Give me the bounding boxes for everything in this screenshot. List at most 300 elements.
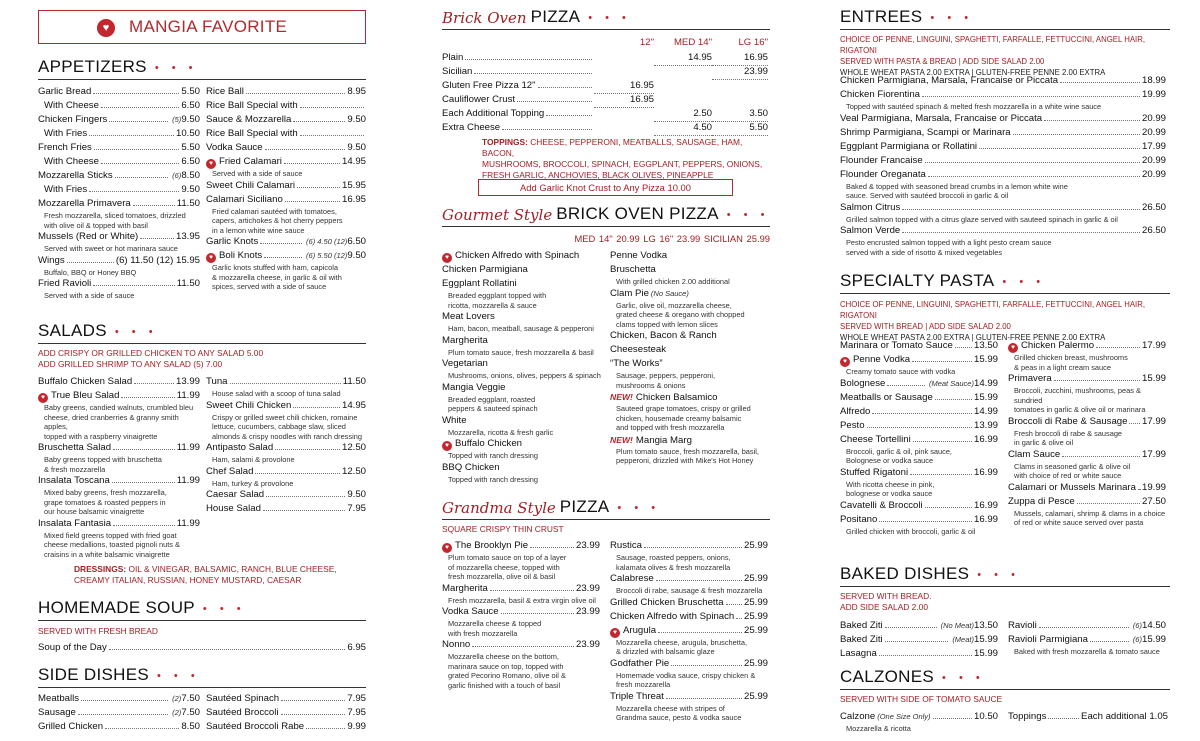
- item-price: 20.99: [1141, 112, 1166, 124]
- item-name: Rice Ball: [206, 86, 244, 97]
- item-name: Rustica: [610, 540, 642, 551]
- item-name: Buffalo Chicken Salad: [38, 376, 133, 387]
- item-name: Margherita: [442, 582, 488, 594]
- item-name: Bolognese: [840, 377, 886, 389]
- heart-icon: ♥: [1008, 343, 1018, 353]
- item-name: Pesto: [840, 419, 865, 431]
- item-name: Shrimp Parmigiana, Scampi or Marinara: [840, 126, 1011, 138]
- item-price: 9.50: [347, 114, 366, 125]
- menu-item-row: [1008, 415, 1166, 429]
- menu-item-row: [610, 657, 768, 671]
- item-description: Grilled chicken breast, mushrooms: [1014, 353, 1128, 362]
- item-price: 6.50: [181, 100, 200, 111]
- item-price: 15.99: [1141, 373, 1166, 384]
- menu-item-row: [206, 720, 366, 734]
- item-description: Mixed field greens topped with fried goat: [44, 530, 177, 540]
- menu-item-row: [610, 572, 768, 586]
- menu-item-row: [38, 389, 200, 403]
- item-price: 16.99: [973, 499, 998, 511]
- menu-item-row: [206, 99, 366, 113]
- item-description: Homemade vodka sauce, crispy chicken &: [616, 670, 756, 680]
- item-price: 7.95: [347, 707, 366, 718]
- item-name: Zuppa di Pesce: [1008, 495, 1075, 507]
- item-price: 5.50: [181, 142, 200, 153]
- item-description: Sausage, roasted peppers, onions,: [616, 553, 731, 562]
- menu-item-row: [840, 201, 1166, 215]
- gourmet-sizes: MED 14" 20.99 LG 16" 23.99 SICILIAN 25.99: [574, 233, 770, 244]
- item-name: Bruschetta: [610, 264, 656, 275]
- menu-item-row: [442, 638, 600, 652]
- menu-item-row: [442, 437, 606, 451]
- item-description: Grilled salmon topped with a citrus glaze served with sauteed spinach in garlic & oil: [846, 214, 1118, 224]
- item-description: Clams in seasoned garlic & olive oil: [1014, 461, 1131, 471]
- item-name: Chef Salad: [206, 465, 254, 477]
- item-description: Mozzarella cheese & topped: [448, 619, 542, 628]
- appetizers-header: APPETIZERS • • •: [38, 56, 366, 80]
- item-price: 27.50: [1141, 495, 1166, 507]
- item-name: Meat Lovers: [442, 311, 495, 322]
- item-name: Salmon Verde: [840, 225, 901, 236]
- item-name: Caesar Salad: [206, 489, 265, 500]
- grandma-right: [610, 539, 768, 723]
- soup-items: [38, 641, 366, 655]
- item-name: True Bleu Salad: [51, 390, 120, 401]
- item-price: 20.99: [1141, 154, 1166, 166]
- item-description: fresh mozzarella: [616, 680, 671, 689]
- heart-icon: ♥: [840, 357, 850, 367]
- heart-icon: ♥: [442, 441, 452, 451]
- item-qty: (6) 4.50 (12): [306, 237, 348, 246]
- menu-item-row: [206, 502, 366, 516]
- menu-item-row: [610, 287, 770, 301]
- heart-icon: ♥: [610, 628, 620, 638]
- item-qty: (Meat Sauce): [928, 378, 974, 388]
- item-name: Chicken Alfredo with Spinach: [610, 610, 735, 622]
- menu-item-row: [442, 121, 768, 135]
- item-price: 2.50: [654, 107, 712, 122]
- item-description: Ham, turkey & provolone: [212, 478, 294, 488]
- specialty-left: [840, 339, 998, 536]
- item-description: Pesto encrusted salmon topped with a light pesto cream sauce: [846, 238, 1052, 247]
- item-name: Mangia Marg: [635, 434, 692, 446]
- item-name: Rice Ball Special with: [206, 128, 298, 139]
- menu-item-row: [206, 692, 366, 706]
- item-name: Fried Calamari: [219, 156, 282, 167]
- gourmet-left: [442, 249, 606, 484]
- item-price: 13.95: [175, 231, 200, 242]
- item-name: Arugula: [623, 624, 657, 636]
- menu-item-row: [840, 112, 1166, 126]
- menu-item-row: [610, 433, 770, 447]
- item-name: Buffalo Chicken: [455, 438, 523, 449]
- item-description: With grilled chicken 2.00 additional: [616, 277, 730, 286]
- entrees-items: [840, 74, 1166, 257]
- menu-item-row: [840, 154, 1166, 168]
- item-description: Sauteed grape tomatoes, crispy or grilled: [616, 404, 751, 413]
- item-name: Chicken Parmigiana: [442, 264, 528, 275]
- item-description: Baby greens, candied walnuts, crumbled bleu: [44, 403, 194, 412]
- menu-item-row: [1008, 448, 1166, 462]
- menu-item-row: [206, 85, 366, 99]
- item-qty: (6): [1132, 635, 1142, 644]
- item-price: 9.50: [181, 114, 200, 125]
- item-name: Meatballs or Sausage: [840, 391, 933, 403]
- item-name: Rice Ball Special with: [206, 100, 298, 111]
- item-name: Vegetarian: [442, 358, 488, 369]
- item-name: Eggplant Rollatini: [442, 278, 517, 289]
- item-description: craisins in a white balsamic vinaigrette: [44, 549, 170, 559]
- item-qty: (6): [1132, 621, 1142, 630]
- item-name: Sautéed Broccoli: [206, 707, 279, 718]
- menu-item-row: [206, 488, 366, 502]
- item-description: Garlic knots stuffed with ham, capicola: [212, 263, 338, 272]
- calzones-header: CALZONES • • •: [840, 666, 1170, 690]
- item-price: 15.99: [1141, 634, 1166, 645]
- item-price: 16.95: [594, 79, 654, 94]
- item-description: grated Pecorino Romano, olive oil &: [448, 671, 566, 680]
- menu-item-row: [610, 390, 770, 404]
- item-description: bolognese or vodka sauce: [846, 489, 933, 498]
- heart-icon: ♥: [206, 159, 216, 169]
- item-name: Chicken Fiorentina: [840, 89, 920, 100]
- item-price: 10.50: [175, 128, 200, 139]
- grandma-note: SQUARE CRISPY THIN CRUST: [442, 524, 564, 534]
- menu-item-row: [38, 474, 200, 488]
- item-description: with olive oil & topped with basil: [44, 220, 148, 230]
- item-price: 7.50: [181, 693, 200, 704]
- item-price: 11.50: [176, 278, 200, 289]
- menu-item-row: [610, 343, 770, 357]
- heart-icon: ♥: [442, 253, 452, 263]
- item-description: pepperoni, drizzled with Mike's Hot Honey: [616, 456, 754, 465]
- brick-oven-items: [442, 51, 768, 135]
- item-description: Breaded eggplant topped with: [448, 291, 547, 300]
- menu-item-row: [442, 310, 606, 324]
- salads-header: SALADS • • •: [38, 320, 366, 344]
- menu-item-row: [840, 353, 998, 367]
- item-description: Topped with sautéed spinach & melted fresh mozzarella in a white wine sauce: [846, 102, 1102, 111]
- item-name: Sauce & Mozzarella: [206, 114, 292, 125]
- item-price: 3.50: [712, 107, 768, 122]
- item-name: Sautéed Spinach: [206, 693, 280, 704]
- item-description: Broccoli di rabe, sausage & fresh mozzarella: [616, 586, 763, 595]
- item-description: Mozzarella cheese with stripes of: [616, 703, 725, 713]
- item-description: Plum tomato sauce on top of a layer: [448, 553, 567, 562]
- menu-item-row: [840, 619, 998, 633]
- item-name: Each Additional Topping: [442, 108, 545, 119]
- menu-item-row: [442, 357, 606, 371]
- item-price: 11.99: [176, 517, 200, 529]
- item-name: Clam Sauce: [1008, 448, 1061, 460]
- item-price: 13.99: [973, 419, 998, 431]
- item-name: “The Works”: [610, 358, 663, 369]
- item-price: 14.99: [973, 377, 998, 389]
- item-description: Baked with fresh mozzarella & tomato sauce: [1014, 647, 1160, 656]
- menu-item-row: [38, 85, 200, 99]
- menu-item-row: [840, 126, 1166, 140]
- item-price: 7.50: [181, 707, 200, 718]
- item-name: Wings: [38, 254, 65, 266]
- item-price: 25.99: [743, 610, 768, 622]
- item-name: Vodka Sauce: [206, 142, 263, 153]
- menu-item-row: [610, 610, 768, 624]
- salads-left: [38, 375, 200, 559]
- item-qty: (6) 5.50 (12): [306, 251, 348, 260]
- item-name: Vodka Sauce: [442, 606, 499, 617]
- item-description: Broccoli, garlic & oil, pink sauce,: [846, 446, 952, 456]
- menu-item-row: [206, 113, 366, 127]
- item-description: & mozzarella cheese, in garlic & oil with: [212, 272, 342, 282]
- item-price: 15.95: [341, 179, 366, 191]
- item-price: 14.50: [1141, 620, 1166, 631]
- item-price: 19.99: [1141, 481, 1166, 493]
- item-name: Garlic Knots: [206, 236, 259, 247]
- item-description: kalamata olives & fresh mozzarella: [616, 562, 731, 572]
- item-name: Godfather Pie: [610, 657, 670, 669]
- item-name: With Fries: [44, 184, 88, 195]
- new-badge: NEW!: [610, 392, 633, 402]
- item-name: The Brooklyn Pie: [455, 540, 529, 551]
- menu-item-row: [840, 433, 998, 447]
- item-name: Positano: [840, 513, 878, 525]
- item-price: 23.99: [575, 582, 600, 594]
- item-name: Penne Vodka: [610, 250, 668, 261]
- menu-item-row: [1008, 339, 1166, 353]
- item-price: 9.50: [347, 250, 366, 261]
- specialty-right: [1008, 339, 1166, 528]
- menu-item-row: [442, 277, 606, 291]
- item-qty: (2): [172, 708, 182, 717]
- menu-item-row: [840, 391, 998, 405]
- item-description: topped with a raspberry vinaigrette: [44, 431, 158, 441]
- menu-item-row: [610, 329, 770, 343]
- menu-item-row: [38, 277, 200, 291]
- item-price: 7.95: [347, 503, 366, 514]
- menu-item-row: [840, 88, 1166, 102]
- item-price: 17.99: [1141, 448, 1166, 460]
- menu-item-row: [38, 197, 200, 211]
- item-price: 15.99: [973, 391, 998, 403]
- item-price: 15.99: [973, 354, 998, 365]
- new-badge: NEW!: [610, 434, 633, 445]
- item-description: Mozzarella cheese on the bottom,: [448, 652, 559, 661]
- item-name: Chicken, Bacon & Ranch: [610, 330, 717, 341]
- item-description: With ricotta cheese in pink,: [846, 479, 935, 489]
- menu-item-row: [840, 633, 998, 647]
- heart-icon: ♥: [206, 253, 216, 263]
- menu-item-row: [206, 179, 366, 193]
- item-name: Sicilian: [442, 66, 473, 77]
- item-name: Plain: [442, 52, 464, 63]
- item-description: sauce. Served with sautéed broccoli in garlic & oil: [846, 191, 1009, 200]
- menu-item-row: [1008, 619, 1166, 633]
- item-description: and topped with fresh mozzarella: [616, 423, 725, 432]
- item-name: Insalata Fantasia: [38, 517, 112, 529]
- item-description: Grilled chicken with broccoli, garlic & oil: [846, 526, 976, 536]
- item-description: almonds & crispy noodles with ranch dressing: [212, 431, 362, 441]
- specialty-notes: CHOICE OF PENNE, LINGUINI, SPAGHETTI, FARFALLE, FETTUCCINI, ANGEL HAIR, RIGATONI SERVED WITH BREAD | ADD SIDE SALAD 2.00 WHOLE WHEAT PASTA 2.00 EXTRA | GLUTEN-FREE PENNE 2.00 EXTRA: [840, 300, 1145, 342]
- baked-right: [1008, 619, 1166, 657]
- menu-item-row: [840, 377, 998, 391]
- item-name: Penne Vodka: [853, 354, 911, 365]
- item-description: Mixed baby greens, fresh mozzarella,: [44, 488, 167, 497]
- soup-note: SERVED WITH FRESH BREAD: [38, 626, 158, 636]
- item-price: 13.99: [175, 376, 200, 387]
- item-name: Calabrese: [610, 573, 654, 584]
- item-name: Primavera: [1008, 373, 1052, 384]
- heart-icon: ♥: [97, 19, 115, 37]
- column-middle: [442, 0, 770, 741]
- item-name: Fried Ravioli: [38, 278, 92, 289]
- item-price: 25.99: [743, 596, 768, 608]
- item-price: 19.99: [1141, 89, 1166, 100]
- baked-notes: SERVED WITH BREAD. ADD SIDE SALAD 2.00: [840, 591, 932, 612]
- menu-item-row: [840, 168, 1166, 182]
- menu-item-row: [442, 414, 606, 428]
- item-price: 11.50: [176, 198, 200, 209]
- item-description: of red or white sauce served over pasta: [1014, 518, 1144, 527]
- item-name: Cheesesteak: [610, 344, 666, 355]
- item-name: With Fries: [44, 128, 88, 139]
- item-qty: (No Meat): [940, 621, 974, 630]
- item-name: Chicken Balsamico: [635, 392, 718, 403]
- item-name: Baked Ziti: [840, 634, 883, 645]
- menu-item-row: [840, 513, 998, 527]
- item-description: House salad with a scoop of tuna salad: [212, 389, 341, 398]
- item-price: 11.50: [342, 376, 366, 387]
- item-description: Broccoli, zucchini, mushrooms, peas & sundried: [1014, 386, 1141, 405]
- item-price: 25.99: [743, 573, 768, 584]
- item-name: Chicken Fingers: [38, 114, 108, 125]
- dressings: DRESSINGS: OIL & VINEGAR, BALSAMIC, RANCH, BLUE CHEESE, CREAMY ITALIAN, RUSSIAN, HONEY MUSTARD, CAESAR: [74, 564, 337, 585]
- item-name: Nonno: [442, 639, 471, 650]
- menu-item-row: [840, 140, 1166, 154]
- item-name: Marinara or Tomato Sauce: [840, 340, 953, 351]
- item-price: 12.50: [341, 442, 366, 453]
- item-name: Chicken Palermo: [1021, 340, 1095, 351]
- item-price: 23.99: [575, 540, 600, 551]
- item-description: Fresh mozzarella, sliced tomatoes, drizzled: [44, 211, 186, 220]
- item-description: Fresh broccoli di rabe & sausage: [1014, 428, 1123, 438]
- item-description: & peas in a light cream sauce: [1014, 362, 1111, 372]
- appetizers-right: [206, 85, 366, 292]
- item-name: Sweet Chili Calamari: [206, 179, 296, 191]
- item-price: 25.99: [743, 690, 768, 702]
- item-description: & fresh mozzarella: [44, 464, 106, 474]
- item-name: Salmon Citrus: [840, 201, 901, 213]
- entrees-notes: CHOICE OF PENNE, LINGUINI, SPAGHETTI, FARFALLE, FETTUCCINI, ANGEL HAIR, RIGATONI SERVED WITH PASTA & BREAD | ADD SIDE SALAD 2.00 WHOLE WHEAT PASTA 2.00 EXTRA | GLUTEN-FREE PENNE 2.00 EXTRA: [840, 35, 1145, 77]
- item-description: served with a side of risotto & mixed vegetables: [846, 247, 1003, 257]
- item-name: Margherita: [442, 334, 488, 346]
- item-price: 5.50: [181, 86, 200, 97]
- brick-oven-header: Brick Oven PIZZA • • •: [442, 6, 770, 30]
- item-description: grape tomatoes & roasted peppers in: [44, 497, 166, 507]
- item-description: in garlic & olive oil: [1014, 438, 1074, 447]
- item-price: 20.99: [1141, 126, 1166, 138]
- item-name: Calamari or Mussels Marinara: [1008, 481, 1136, 493]
- item-description: Sausage, peppers, pepperoni,: [616, 371, 716, 380]
- menu-item-row: [610, 624, 768, 638]
- menu-item-row: [206, 706, 366, 720]
- item-description: Plum tomato sauce, fresh mozzarella, basil,: [616, 446, 759, 456]
- sides-left: [38, 692, 200, 734]
- item-description: Bolognese or vodka sauce: [846, 456, 934, 465]
- item-name: Sausage: [38, 707, 76, 718]
- menu-item-row: [38, 169, 200, 183]
- item-price: 13.50: [973, 340, 998, 351]
- item-price: 8.50: [181, 721, 200, 732]
- column-left: [38, 0, 366, 741]
- menu-item-row: [206, 235, 366, 249]
- item-price: 16.99: [973, 513, 998, 525]
- item-name: Clam Pie: [610, 287, 649, 299]
- item-description: Garlic, olive oil, mozzarella cheese,: [616, 300, 732, 310]
- grandma-left: [442, 539, 600, 690]
- item-price: 20.99: [1141, 168, 1166, 180]
- item-name: Flounder Francaise: [840, 154, 923, 166]
- item-price: 23.99: [712, 65, 768, 80]
- item-description: Ham, bacon, meatball, sausage & pepperoni: [448, 324, 594, 333]
- menu-item-row: [610, 249, 770, 263]
- menu-item-row: [442, 107, 768, 121]
- item-description: fresh mozzarella, olive oil & basil: [448, 572, 556, 581]
- grandma-header: Grandma Style PIZZA • • •: [442, 496, 770, 520]
- item-price: 23.99: [575, 606, 600, 617]
- menu-item-row: [38, 155, 200, 169]
- menu-item-row: [442, 582, 600, 596]
- item-description: Ham, salami & provolone: [212, 455, 295, 464]
- item-price: 11.99: [176, 475, 200, 486]
- item-qty: (No Sauce): [650, 288, 689, 298]
- column-right: [840, 0, 1170, 741]
- menu-item-row: [442, 381, 606, 395]
- item-price: (6) 11.50 (12) 15.95: [115, 254, 200, 266]
- item-description: our house balsamic vinaigrette: [44, 507, 145, 516]
- item-price: 17.99: [1141, 340, 1166, 351]
- banner-title: MANGIA FAVORITE: [129, 17, 288, 36]
- menu-item-row: [442, 334, 606, 348]
- item-price: 16.95: [594, 93, 654, 108]
- item-name: Calamari Siciliano: [206, 193, 283, 205]
- menu-item-row: [610, 690, 768, 704]
- item-description: Served with a side of sauce: [44, 291, 135, 300]
- item-price: 9.99: [347, 721, 366, 732]
- item-price: 8.50: [181, 170, 200, 181]
- item-description: Mozzarella, ricotta & fresh garlic: [448, 427, 554, 437]
- item-price: 9.50: [347, 142, 366, 153]
- item-description: peppers & sauteed spinach: [448, 404, 538, 413]
- menu-item-row: [840, 339, 998, 353]
- item-name: Mangia Veggie: [442, 381, 506, 393]
- item-description: Mozzarella cheese, arugula, bruschetta,: [616, 637, 748, 647]
- item-price: 25.99: [743, 624, 768, 636]
- menu-item-row: [38, 183, 200, 197]
- gourmet-right: [610, 249, 770, 466]
- menu-item-row: [840, 74, 1166, 88]
- heart-icon: ♥: [442, 543, 452, 553]
- menu-item-row: [442, 249, 606, 263]
- menu-item-row: [38, 720, 200, 734]
- specialty-header: SPECIALTY PASTA • • •: [840, 270, 1170, 294]
- item-name: Mozzarella Primavera: [38, 198, 131, 209]
- item-price: 4.50: [654, 121, 712, 136]
- item-price: 6.95: [347, 642, 366, 653]
- item-name: Broccoli di Rabe & Sausage: [1008, 415, 1128, 427]
- item-price: 6.50: [347, 236, 366, 247]
- item-name: Sweet Chili Chicken: [206, 399, 292, 411]
- item-description: Crispy or grilled sweet chili chicken, romaine: [212, 412, 358, 422]
- item-name: Soup of the Day: [38, 642, 107, 653]
